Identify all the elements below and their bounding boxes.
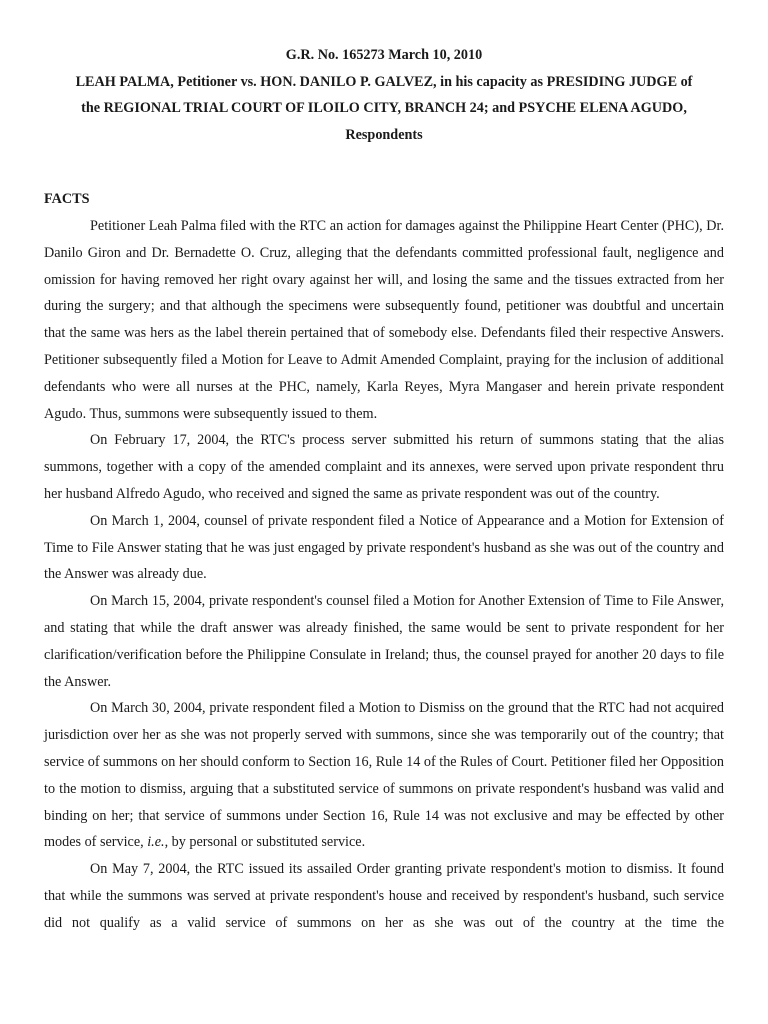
case-parties-line-2: the REGIONAL TRIAL COURT OF ILOILO CITY, BRANCH 24; and PSYCHE ELENA AGUDO, bbox=[81, 100, 687, 117]
paragraph-2: On February 17, 2004, the RTC's process server submitted his return of summons stating that the alias summons, together with a copy of the amended complaint and its annexes, were served upon private respondent thru her husband Alfredo Agudo, who received and signed the same as private respondent was out of the country. bbox=[44, 432, 724, 502]
paragraph-1: Petitioner Leah Palma filed with the RTC an action for damages against the Philippine Heart Center (PHC), Dr. Danilo Giron and Dr. Bernadette O. Cruz, alleging that the defendants committed professional fault, negligence and omission for having removed her right ovary against her will, and losing the same and the tissues extracted from her during the surgery; and that although the specimens were subsequently found, petitioner was doubtful and uncertain that the same was hers as the label therein pertained that of somebody else. Defendants filed their respective Answers. Petitioner subsequently filed a Motion for Leave to Admit Amended Complaint, praying for the inclusion of additional defendants who were all nurses at the PHC, namely, Karla Reyes, Myra Mangaser and herein private respondent Agudo. Thus, summons were subsequently issued to them. bbox=[44, 217, 724, 422]
case-citation: G.R. No. 165273 March 10, 2010 bbox=[285, 47, 483, 63]
document-page bbox=[44, 42, 724, 936]
paragraph-5-ie: i.e. bbox=[147, 834, 165, 851]
document-body bbox=[44, 213, 724, 937]
paragraph-6: On May 7, 2004, the RTC issued its assailed Order granting private respondent's motion to dismiss. It found that while the summons was served at private respondent's house and received by respondent's husband, such service did not qualify as a valid service of summons on her as she was out of the country at the time the bbox=[44, 861, 724, 931]
paragraph-4: On March 15, 2004, private respondent's counsel filed a Motion for Another Extension of Time to File Answer, and stating that while the draft answer was already finished, the same would be sent to private respondent for her clarification/verification before the Philippine Consulate in Ireland; thus, the counsel prayed for another 20 days to file the Answer. bbox=[44, 593, 724, 690]
paragraph-3: On March 1, 2004, counsel of private respondent filed a Notice of Appearance and a Motion for Extension of Time to File Answer stating that he was just engaged by private respondent's husband as she was out of the country and the Answer was already due. bbox=[44, 512, 724, 583]
case-header bbox=[44, 42, 724, 148]
paragraph-5 bbox=[44, 695, 724, 856]
section-heading-facts: FACTS bbox=[44, 191, 90, 208]
case-parties-line-3: Respondents bbox=[345, 126, 423, 143]
paragraph-5-text: On March 30, 2004, private respondent filed a Motion to Dismiss on the ground that the RTC had not acquired jurisdiction over her as she was not properly served with summons, since she was temporarily out of the country; that service of summons on her should conform to Section 16, Rule 14 of the Rules of Court. Petitioner filed her Opposition to the motion to dismiss, arguing that a substituted service of summons on private respondent's husband was valid and binding on her; that service of summons under Section 16, Rule 14 was not exclusive and may be effected by other modes of service, bbox=[44, 700, 724, 851]
paragraph-5-tail: , by personal or substituted service. bbox=[164, 834, 366, 851]
case-parties-line-1: LEAH PALMA, Petitioner vs. HON. DANILO P. GALVEZ, in his capacity as PRESIDING JUDGE of bbox=[75, 73, 693, 90]
